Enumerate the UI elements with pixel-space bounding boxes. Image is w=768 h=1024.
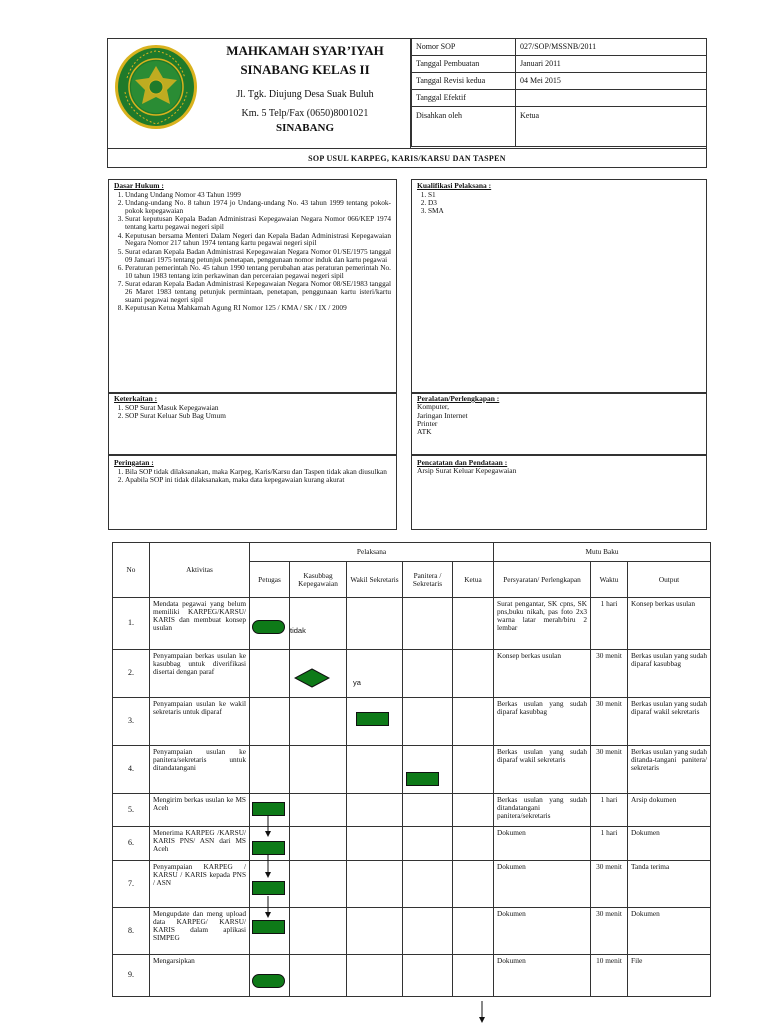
process-shape: [406, 772, 439, 786]
cell-panitera: [403, 955, 453, 997]
cell-wakil: [347, 908, 403, 955]
meta-row: [412, 56, 707, 73]
list-item: 1. Bila SOP tidak dilaksanakan, maka Karpeg, Karis/Karsu dan Taspen tidak akan diusulkan: [125, 468, 391, 476]
dasar-hukum-list: [114, 191, 391, 313]
cell-petugas: [250, 650, 290, 698]
row-aktivitas: Mengupdate dan meng upload data KARPEG/ KARSU/ KARIS dalam aplikasi SIMPEG: [150, 908, 250, 955]
table-row: [113, 746, 711, 794]
cell-ketua: [453, 827, 494, 861]
row-number: 2.: [113, 650, 150, 698]
kualifikasi-box: [411, 179, 707, 393]
cell-kasubbag: [290, 827, 347, 861]
sop-title: SOP USUL KARPEG, KARIS/KARSU DAN TASPEN: [107, 148, 707, 168]
cell-wakil: [347, 650, 403, 698]
header-panitera: Panitera / Sekretaris: [403, 562, 453, 598]
flow-table: [112, 542, 711, 997]
court-city: SINABANG: [275, 122, 335, 134]
cell-panitera: [403, 827, 453, 861]
list-item: 1. S1: [428, 191, 701, 199]
label-tidak: tidak: [290, 626, 306, 635]
cell-wakil: [347, 955, 403, 997]
peralatan-line: Printer: [417, 418, 438, 428]
row-persyaratan: Konsep berkas usulan: [494, 650, 591, 698]
cell-wakil: [347, 861, 403, 908]
row-persyaratan: Berkas usulan yang sudah diparaf kasubbag: [494, 698, 591, 746]
sop-meta-table: [411, 38, 707, 147]
row-number: 3.: [113, 698, 150, 746]
peringatan-title: Peringatan :: [114, 458, 154, 467]
row-output: Dokumen: [628, 827, 711, 861]
process-shape: [252, 841, 285, 855]
row-persyaratan: Dokumen: [494, 861, 591, 908]
row-waktu: 30 menit: [591, 861, 628, 908]
list-item: 2. SOP Surat Keluar Sub Bag Umum: [125, 412, 391, 420]
pencatatan-line: Arsip Surat Keluar Kepegawaian: [417, 466, 517, 476]
table-row: [113, 650, 711, 698]
table-row: [113, 827, 711, 861]
list-item: 3. SMA: [428, 207, 701, 215]
cell-kasubbag: [290, 794, 347, 827]
process-shape: [252, 920, 285, 934]
meta-row: [412, 39, 707, 56]
cell-petugas: [250, 698, 290, 746]
row-waktu: 30 menit: [591, 908, 628, 955]
row-aktivitas: Penyampaian berkas usulan ke kasubbag untuk diverifikasi disertai dengan paraf: [150, 650, 250, 698]
row-number: 7.: [113, 861, 150, 908]
header-ketua: Ketua: [453, 562, 494, 598]
row-waktu: 10 menit: [591, 955, 628, 997]
cell-kasubbag: [290, 650, 347, 698]
row-waktu: 1 hari: [591, 794, 628, 827]
flow-header-row: [113, 543, 711, 562]
pencatatan-title: Pencatatan dan Pendataan :: [417, 458, 508, 467]
row-number: 9.: [113, 955, 150, 997]
row-output: Berkas usulan yang sudah ditanda-tangani panitera/ sekretaris: [628, 746, 711, 794]
row-persyaratan: Dokumen: [494, 908, 591, 955]
cell-kasubbag: [290, 908, 347, 955]
header-waktu: Waktu: [591, 562, 628, 598]
cell-petugas: [250, 955, 290, 997]
peralatan-box: [411, 393, 707, 455]
row-number: 8.: [113, 908, 150, 955]
list-item: 2. Undang-undang No. 8 tahun 1974 jo Undang-undang No. 43 tahun 1999 tentang pokok-pokok kepegawaian: [125, 199, 391, 215]
list-item: 3. Surat keputusan Kepala Badan Administrasi Kepegawaian Negara Nomor 066/KEP 1974 tentang kartu pegawai negeri sipil: [125, 215, 391, 231]
row-waktu: 30 menit: [591, 746, 628, 794]
cell-panitera: [403, 861, 453, 908]
cell-panitera: [403, 908, 453, 955]
cell-kasubbag: [290, 746, 347, 794]
cell-panitera: [403, 794, 453, 827]
row-waktu: 30 menit: [591, 650, 628, 698]
meta-key: Tanggal Efektif: [412, 90, 516, 107]
row-output: Berkas usulan yang sudah diparaf kasubbag: [628, 650, 711, 698]
court-name-line1: MAHKAMAH SYAR’IYAH: [226, 43, 384, 58]
list-item: 5. Surat edaran Kepala Badan Administrasi Kepegawaian Negara Nomor 01/SE/1975 tanggal 09 Januari 1975 tentang petunjuk penetapan, penggunaan nomor induk dan kartu pegawai: [125, 248, 391, 264]
cell-wakil: [347, 794, 403, 827]
cell-petugas: [250, 794, 290, 827]
row-output: Arsip dokumen: [628, 794, 711, 827]
court-name: [200, 42, 410, 80]
meta-value: [516, 90, 707, 107]
cell-ketua: [453, 650, 494, 698]
table-row: [113, 598, 711, 650]
header-wakil-sekretaris: Wakil Sekretaris: [347, 562, 403, 598]
peringatan-list: [114, 468, 391, 484]
address-line1: Jl. Tgk. Diujung Desa Suak Buluh: [236, 89, 374, 100]
list-item: 1. SOP Surat Masuk Kepegawaian: [125, 404, 391, 412]
row-output: Berkas usulan yang sudah diparaf wakil sekretaris: [628, 698, 711, 746]
cell-ketua: [453, 955, 494, 997]
table-row: [113, 955, 711, 997]
meta-value: Ketua: [516, 107, 707, 147]
list-item: 2. Apabila SOP ini tidak dilaksanakan, maka data kepegawaian kurang akurat: [125, 476, 391, 484]
row-waktu: 30 menit: [591, 698, 628, 746]
peralatan-line: ATK: [417, 427, 432, 436]
kualifikasi-title: Kualifikasi Pelaksana :: [417, 181, 492, 190]
list-item: 8. Keputusan Ketua Mahkamah Agung RI Nomor 125 / KMA / SK / IX / 2009: [125, 304, 391, 312]
cell-panitera: [403, 698, 453, 746]
keterkaitan-title: Keterkaitan :: [114, 394, 158, 403]
meta-row: [412, 107, 707, 147]
list-item: 7. Surat edaran Kepala Badan Administrasi Kepegawaian Negara Nomor 08/SE/1983 tanggal 26 Maret 1983 tentang petunjuk permintaan, penetapan, penggunaan kartu isteri/kartu suami pegawai negeri sipil: [125, 280, 391, 304]
cell-petugas: [250, 908, 290, 955]
cell-petugas: [250, 746, 290, 794]
header-kasubbag: Kasubbag Kepegawaian: [290, 562, 347, 598]
process-shape: [252, 802, 285, 816]
cell-kasubbag: [290, 698, 347, 746]
list-item: 4. Keputusan bersama Menteri Dalam Negeri dan Kepala Badan Administrasi Kepegawaian Negara Nomor 217 tahun 1974 tentang kartu pegawai negeri sipil: [125, 232, 391, 248]
row-number: 1.: [113, 598, 150, 650]
table-row: [113, 908, 711, 955]
cell-wakil: [347, 598, 403, 650]
cell-petugas: [250, 861, 290, 908]
header-persyaratan: Persyaratan/ Perlengkapan: [494, 562, 591, 598]
peralatan-line: Jaringan Internet: [417, 410, 468, 420]
label-ya: ya: [353, 678, 361, 687]
row-output: File: [628, 955, 711, 997]
start-terminator-shape: [252, 620, 285, 634]
decision-diamond-shape: [294, 668, 330, 688]
cell-ketua: [453, 794, 494, 827]
cell-ketua: [453, 598, 494, 650]
cell-panitera: [403, 650, 453, 698]
cell-petugas: [250, 598, 290, 650]
keterkaitan-box: [108, 393, 397, 455]
list-item: 6. Peraturan pemerintah No. 45 tahun 1990 tentang perubahan atas peraturan pemerintah No. 10 tahun 1983 tentang izin perkawinan dan perceraian pegawai negeri sipil: [125, 264, 391, 280]
row-output: Tanda terima: [628, 861, 711, 908]
cell-ketua: [453, 908, 494, 955]
row-persyaratan: Surat pengantar, SK cpns, SK pns,buku nikah, pas foto 2x3 warna latar merah/biru 2 lembar: [494, 598, 591, 650]
row-aktivitas: Penyampaian usulan ke panitera/sekretaris untuk ditandatangani: [150, 746, 250, 794]
court-emblem-logo: [113, 44, 199, 130]
row-waktu: 1 hari: [591, 827, 628, 861]
address-line2: Km. 5 Telp/Fax (0650)8001021: [241, 107, 369, 119]
list-item: 2. D3: [428, 199, 701, 207]
table-row: [113, 794, 711, 827]
row-aktivitas: Mengirim berkas usulan ke MS Aceh: [150, 794, 250, 827]
row-aktivitas: Penyampaian usulan ke wakil sekretaris untuk diparaf: [150, 698, 250, 746]
cell-kasubbag: [290, 598, 347, 650]
cell-ketua: [453, 746, 494, 794]
cell-kasubbag: [290, 861, 347, 908]
row-number: 5.: [113, 794, 150, 827]
cell-kasubbag: [290, 955, 347, 997]
peringatan-box: [108, 455, 397, 530]
meta-key: Disahkan oleh: [412, 107, 516, 147]
cell-wakil: [347, 827, 403, 861]
cell-wakil: [347, 746, 403, 794]
table-row: [113, 698, 711, 746]
row-number: 4.: [113, 746, 150, 794]
dasar-hukum-box: [108, 179, 397, 393]
meta-row: [412, 73, 707, 90]
row-waktu: 1 hari: [591, 598, 628, 650]
process-shape: [356, 712, 389, 726]
header-pelaksana: Pelaksana: [250, 543, 494, 562]
meta-value: 04 Mei 2015: [516, 73, 707, 90]
meta-row: [412, 90, 707, 107]
cell-panitera: [403, 746, 453, 794]
dasar-hukum-title: Dasar Hukum :: [114, 181, 164, 190]
court-name-line2: SINABANG KELAS II: [240, 61, 370, 77]
row-persyaratan: Berkas usulan yang sudah ditandatangani panitera/sekretaris: [494, 794, 591, 827]
row-output: Konsep berkas usulan: [628, 598, 711, 650]
header-petugas: Petugas: [250, 562, 290, 598]
cell-panitera: [403, 598, 453, 650]
header-mutu-baku: Mutu Baku: [494, 543, 711, 562]
row-persyaratan: Dokumen: [494, 955, 591, 997]
row-aktivitas: Penyampaian KARPEG / KARSU / KARIS kepada PNS / ASN: [150, 861, 250, 908]
row-aktivitas: Mengarsipkan: [150, 955, 250, 997]
end-terminator-shape: [252, 974, 285, 988]
pencatatan-box: [411, 455, 707, 530]
meta-value: 027/SOP/MSSNB/2011: [516, 39, 707, 56]
row-aktivitas: Menerima KARPEG /KARSU/ KARIS PNS/ ASN dari MS Aceh: [150, 827, 250, 861]
row-persyaratan: Berkas usulan yang sudah diparaf wakil sekretaris: [494, 746, 591, 794]
cell-ketua: [453, 698, 494, 746]
row-aktivitas: Mendata pegawai yang belum memiliki KARPEG/KARSU/ KARIS dan membuat konsep usulan: [150, 598, 250, 650]
court-address: [200, 86, 410, 123]
row-number: 6.: [113, 827, 150, 861]
cell-wakil: [347, 698, 403, 746]
row-output: Dokumen: [628, 908, 711, 955]
header-no: No: [113, 543, 150, 598]
meta-key: Nomor SOP: [412, 39, 516, 56]
meta-key: Tanggal Pembuatan: [412, 56, 516, 73]
row-persyaratan: Dokumen: [494, 827, 591, 861]
meta-value: Januari 2011: [516, 56, 707, 73]
keterkaitan-list: [114, 404, 391, 420]
kualifikasi-list: [417, 191, 701, 216]
table-row: [113, 861, 711, 908]
list-item: 1. Undang Undang Nomor 43 Tahun 1999: [125, 191, 391, 199]
header-output: Output: [628, 562, 711, 598]
peralatan-title: Peralatan/Perlengkapan :: [417, 394, 500, 403]
cell-ketua: [453, 861, 494, 908]
cell-petugas: [250, 827, 290, 861]
meta-key: Tanggal Revisi kedua: [412, 73, 516, 90]
peralatan-line: Komputer,: [417, 402, 449, 412]
process-shape: [252, 881, 285, 895]
header-aktivitas: Aktivitas: [150, 543, 250, 598]
